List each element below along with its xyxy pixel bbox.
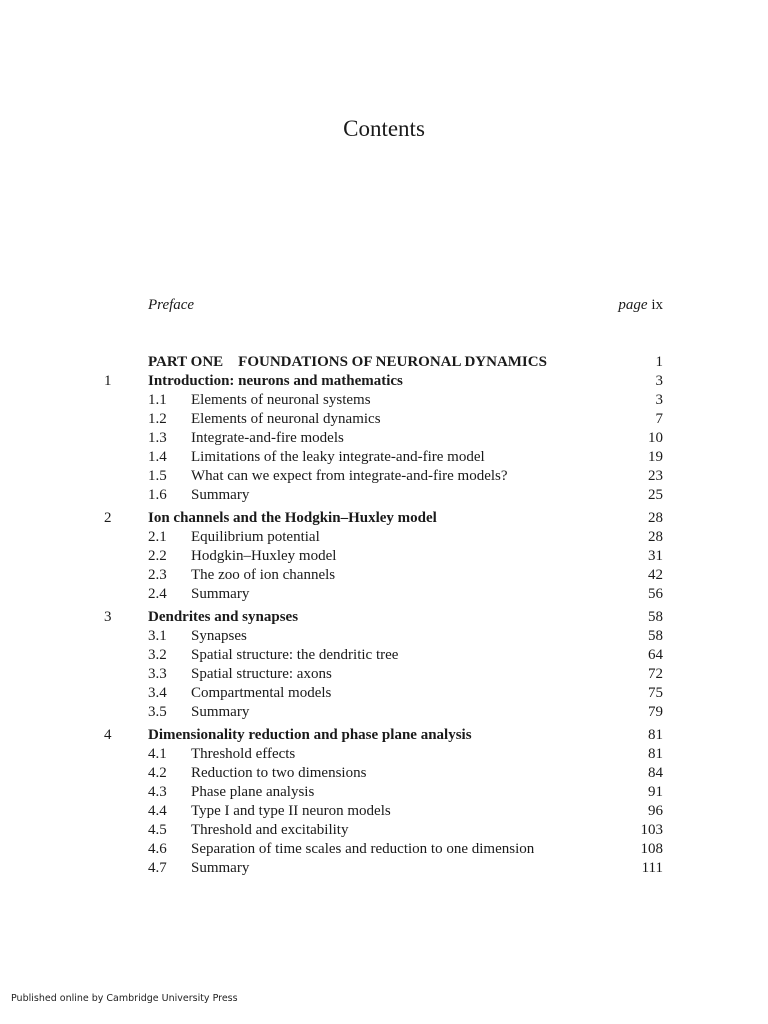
section-number: 4.1 — [148, 746, 167, 762]
toc-section-entry[interactable] — [0, 627, 768, 646]
toc-section-entry[interactable] — [0, 391, 768, 410]
toc-chapter-entry[interactable] — [0, 372, 768, 391]
chapter-list — [0, 372, 768, 878]
section-page: 103 — [640, 822, 663, 838]
section-title: Equilibrium potential — [191, 529, 320, 545]
section-title: Spatial structure: axons — [191, 666, 332, 682]
section-title: Summary — [191, 860, 250, 876]
chapter-number: 1 — [104, 373, 112, 389]
section-page: 84 — [648, 765, 663, 781]
section-number: 2.3 — [148, 567, 167, 583]
preface-label: Preface — [148, 297, 195, 313]
toc-section-entry[interactable] — [0, 429, 768, 448]
toc-section-entry[interactable] — [0, 566, 768, 585]
section-title: What can we expect from integrate-and-fire models? — [191, 468, 508, 484]
section-page: 79 — [648, 704, 663, 720]
section-page: 56 — [648, 586, 663, 602]
section-title: Reduction to two dimensions — [191, 765, 367, 781]
section-title: Threshold effects — [191, 746, 296, 762]
section-number: 2.4 — [148, 586, 167, 602]
section-number: 1.4 — [148, 449, 167, 465]
section-page: 19 — [648, 449, 663, 465]
chapter-page: 3 — [655, 373, 663, 389]
toc-section-entry[interactable] — [0, 528, 768, 547]
section-title: Elements of neuronal dynamics — [191, 411, 381, 427]
section-number: 4.3 — [148, 784, 167, 800]
section-page: 96 — [648, 803, 663, 819]
section-number: 2.2 — [148, 548, 167, 564]
page-word: page — [618, 297, 648, 313]
section-page: 58 — [648, 628, 663, 644]
chapter-number: 3 — [104, 609, 112, 625]
section-title: Spatial structure: the dendritic tree — [191, 647, 399, 663]
section-number: 1.2 — [148, 411, 167, 427]
section-page: 64 — [648, 647, 663, 663]
toc-section-entry[interactable] — [0, 859, 768, 878]
section-number: 2.1 — [148, 529, 167, 545]
preface-page — [618, 296, 663, 315]
section-number: 4.2 — [148, 765, 167, 781]
chapter-page: 81 — [648, 727, 663, 743]
toc-preface-entry[interactable] — [0, 296, 768, 315]
section-title: Summary — [191, 586, 250, 602]
section-title: Phase plane analysis — [191, 784, 315, 800]
chapter-title: Dendrites and synapses — [148, 609, 299, 625]
section-number: 3.2 — [148, 647, 167, 663]
chapter-title: Introduction: neurons and mathematics — [148, 373, 403, 389]
page-title: Contents — [343, 116, 425, 141]
toc-chapter-entry[interactable] — [0, 509, 768, 528]
part-page: 1 — [655, 354, 663, 370]
section-title: Summary — [191, 487, 250, 503]
section-title: Hodgkin–Huxley model — [191, 548, 337, 564]
toc-section-entry[interactable] — [0, 821, 768, 840]
toc-section-entry[interactable] — [0, 547, 768, 566]
section-page: 91 — [648, 784, 663, 800]
section-title: Summary — [191, 704, 250, 720]
table-of-contents — [0, 296, 768, 878]
toc-section-entry[interactable] — [0, 703, 768, 722]
section-page: 28 — [648, 529, 663, 545]
section-number: 1.1 — [148, 392, 167, 408]
section-title: Limitations of the leaky integrate-and-fire model — [191, 449, 485, 465]
toc-section-entry[interactable] — [0, 665, 768, 684]
section-number: 3.4 — [148, 685, 167, 701]
toc-section-entry[interactable] — [0, 585, 768, 604]
section-page: 72 — [648, 666, 663, 682]
section-page: 7 — [655, 411, 663, 427]
part-label-text: PART ONE FOUNDATIONS OF NEURONAL DYNAMICS — [148, 354, 547, 370]
section-number: 1.6 — [148, 487, 167, 503]
section-number: 4.6 — [148, 841, 167, 857]
section-page: 10 — [648, 430, 663, 446]
section-title: Compartmental models — [191, 685, 332, 701]
toc-section-entry[interactable] — [0, 764, 768, 783]
section-title: Type I and type II neuron models — [191, 803, 391, 819]
section-page: 23 — [648, 468, 663, 484]
part-label — [148, 353, 547, 372]
section-number: 4.4 — [148, 803, 167, 819]
section-page: 3 — [655, 392, 663, 408]
chapter-title: Ion channels and the Hodgkin–Huxley model — [148, 510, 437, 526]
chapter-page: 58 — [648, 609, 663, 625]
section-number: 1.5 — [148, 468, 167, 484]
section-number: 1.3 — [148, 430, 167, 446]
toc-part-entry[interactable] — [0, 353, 768, 372]
section-number: 3.1 — [148, 628, 167, 644]
toc-section-entry[interactable] — [0, 646, 768, 665]
section-number: 3.3 — [148, 666, 167, 682]
toc-section-entry[interactable] — [0, 486, 768, 505]
section-page: 75 — [648, 685, 663, 701]
toc-section-entry[interactable] — [0, 745, 768, 764]
section-title: Elements of neuronal systems — [191, 392, 371, 408]
chapter-number: 2 — [104, 510, 112, 526]
section-title: Separation of time scales and reduction to one dimension — [191, 841, 535, 857]
chapter-title: Dimensionality reduction and phase plane analysis — [148, 727, 472, 743]
section-page: 108 — [640, 841, 663, 857]
toc-chapter-entry[interactable] — [0, 726, 768, 745]
section-page: 42 — [648, 567, 663, 583]
spacer — [0, 315, 768, 353]
section-number: 4.5 — [148, 822, 167, 838]
section-page: 31 — [648, 548, 663, 564]
section-number: 4.7 — [148, 860, 167, 876]
toc-section-entry[interactable] — [0, 410, 768, 429]
section-title: Synapses — [191, 628, 247, 644]
toc-chapter-entry[interactable] — [0, 608, 768, 627]
section-page: 25 — [648, 487, 663, 503]
section-title: Threshold and excitability — [191, 822, 349, 838]
toc-section-entry[interactable] — [0, 467, 768, 486]
section-title: Integrate-and-fire models — [191, 430, 344, 446]
preface-page-number: ix — [651, 297, 663, 313]
toc-section-entry[interactable] — [0, 783, 768, 802]
footer-publisher-note: Published online by Cambridge University Press — [11, 993, 238, 1004]
section-title: The zoo of ion channels — [191, 567, 336, 583]
toc-section-entry[interactable] — [0, 802, 768, 821]
chapter-number: 4 — [104, 727, 112, 743]
toc-section-entry[interactable] — [0, 448, 768, 467]
chapter-page: 28 — [648, 510, 663, 526]
section-page: 81 — [648, 746, 663, 762]
section-number: 3.5 — [148, 704, 167, 720]
section-page: 111 — [641, 860, 663, 876]
toc-section-entry[interactable] — [0, 684, 768, 703]
toc-section-entry[interactable] — [0, 840, 768, 859]
